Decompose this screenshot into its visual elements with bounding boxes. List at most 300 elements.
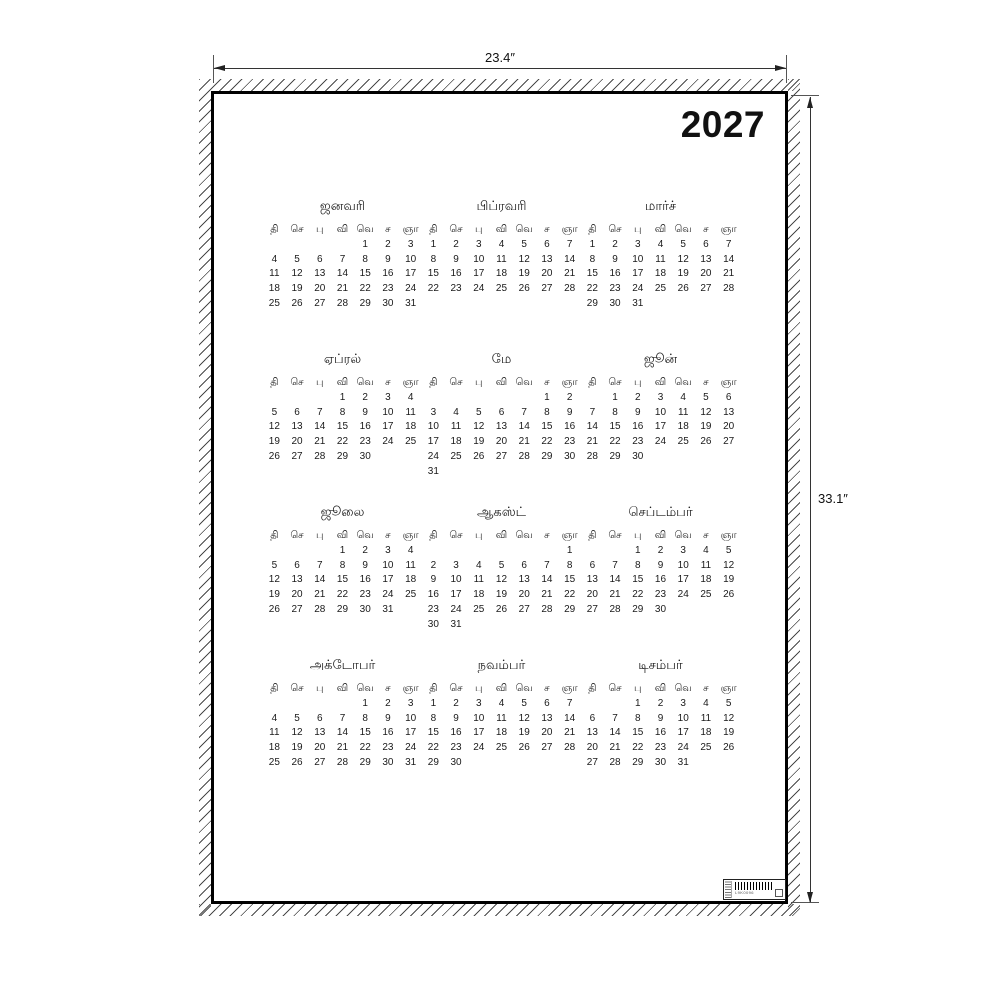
date-cell [286,238,309,253]
weekday-header: வெ [356,224,374,235]
date-cell: 10 [427,421,439,433]
date-cell: 4 [703,544,709,556]
date-cell: 24 [473,742,485,754]
date-cell: 27 [291,450,303,462]
date-cell: 6 [317,253,323,265]
weekday-header: ச [544,224,550,235]
date-cell: 10 [473,712,485,724]
date-cell: 21 [564,727,576,739]
date-cell: 20 [291,589,303,601]
date-cell [649,450,672,465]
month-title: ஜூலை [320,504,365,519]
date-cell [513,756,536,771]
date-cell [286,391,309,406]
date-cell: 29 [564,603,576,615]
date-cell: 8 [544,406,550,418]
date-cell: 7 [339,253,346,265]
date-cell: 20 [723,421,735,433]
date-cell: 20 [314,742,326,754]
date-cell: 26 [677,283,689,295]
date-cell: 14 [609,574,621,586]
date-cell: 24 [677,742,689,754]
date-cell [717,756,740,771]
date-cell: 6 [544,697,550,709]
date-cell: 1 [339,391,346,403]
date-cell: 23 [382,283,394,295]
date-cell: 7 [589,406,596,418]
date-cell: 9 [453,712,459,724]
weekday-header: பு [475,224,483,235]
date-cell: 27 [518,603,530,615]
date-cell: 31 [677,756,689,768]
date-cell: 19 [518,268,530,280]
date-cell: 1 [589,238,596,250]
date-cell: 30 [609,297,621,309]
date-cell: 16 [382,727,394,739]
weekday-header: ச [385,683,391,694]
date-cell: 13 [723,406,735,418]
date-cell: 31 [632,297,644,309]
weekday-header: செ [290,224,304,235]
date-cell [695,297,718,312]
date-cell: 11 [473,574,484,586]
date-cell: 22 [427,283,439,295]
weekday-header: பு [475,683,483,694]
date-cell: 11 [450,421,462,433]
date-cell: 21 [336,283,349,295]
date-cell: 26 [268,603,280,615]
date-cell: 1 [362,238,368,250]
date-cell: 22 [632,589,644,601]
date-cell: 23 [359,589,371,601]
month-block-9 [581,502,740,655]
date-cell: 20 [495,436,508,448]
date-cell: 24 [382,436,394,448]
date-cell: 16 [564,421,576,433]
date-cell [308,391,331,406]
date-cell: 7 [317,406,323,418]
date-cell: 25 [654,283,667,295]
date-cell: 4 [657,238,664,250]
date-cell [513,618,536,633]
height-dimension-label: 33.1″ [818,491,848,506]
date-cell [308,238,331,253]
date-cell: 31 [405,297,417,309]
date-cell: 31 [405,756,417,768]
date-cell: 15 [359,268,371,280]
date-cell [581,697,604,712]
date-cell: 12 [495,574,508,586]
date-cell: 30 [382,756,394,768]
weekday-header: தி [429,377,438,388]
date-cell: 1 [362,697,368,709]
date-cell: 20 [586,589,598,601]
date-cell: 13 [700,253,712,265]
date-cell: 18 [654,268,667,280]
date-cell: 3 [407,238,414,250]
weekday-header: வெ [674,530,692,541]
weekday-header: செ [608,377,622,388]
date-cell: 5 [271,559,278,571]
date-cell: 4 [703,697,709,709]
date-cell: 25 [473,603,485,615]
date-cell [717,450,740,465]
date-cell: 11 [405,559,416,571]
date-cell: 7 [521,406,527,418]
date-cell: 7 [725,238,732,250]
weekday-header: ச [544,683,550,694]
date-cell: 10 [632,253,644,265]
date-cell: 6 [544,238,550,250]
date-cell: 5 [294,253,300,265]
date-cell: 5 [725,544,732,556]
date-cell: 30 [359,603,371,615]
barcode-symbol-square [775,889,783,897]
date-cell: 18 [405,421,417,433]
date-cell: 3 [635,238,641,250]
date-cell: 22 [336,436,349,448]
date-cell: 6 [725,391,732,403]
date-cell: 26 [495,603,508,615]
weekday-header: ஞா [720,683,737,694]
year-title: 2027 [680,104,765,145]
date-cell: 4 [271,712,278,724]
date-cell [467,618,490,633]
date-cell [695,603,718,618]
date-cell: 1 [612,391,618,403]
weekday-header: ச [703,224,709,235]
date-cell: 5 [271,406,278,418]
date-cell: 8 [589,253,596,265]
date-cell: 14 [336,727,349,739]
month-table [263,376,422,465]
weekday-header: வி [336,377,349,388]
date-cell: 25 [405,589,417,601]
date-cell: 14 [723,253,735,265]
date-cell: 27 [541,283,553,295]
weekday-header: ஞா [720,377,737,388]
date-cell: 12 [677,253,689,265]
date-cell: 11 [678,406,689,418]
date-cell: 4 [407,544,414,556]
date-cell: 28 [314,603,326,615]
date-cell: 6 [498,406,505,418]
date-cell: 16 [632,421,644,433]
weekday-header: பு [634,224,642,235]
date-cell [558,756,581,771]
date-cell: 28 [336,756,349,768]
date-cell: 29 [427,756,439,768]
date-cell: 17 [473,268,485,280]
date-cell [536,618,559,633]
date-cell: 23 [359,436,371,448]
date-cell: 2 [362,544,368,556]
date-cell [672,603,695,618]
weekday-header: வி [654,683,667,694]
date-cell: 16 [359,421,371,433]
date-cell: 18 [473,589,485,601]
date-cell: 3 [385,544,391,556]
date-cell: 28 [564,283,576,295]
date-cell [308,697,331,712]
date-cell: 30 [382,297,394,309]
month-title: டிசம்பர் [638,657,683,672]
date-cell: 12 [268,574,280,586]
date-cell [263,544,286,559]
date-cell: 8 [339,406,346,418]
date-cell: 4 [271,253,278,265]
date-cell: 29 [586,297,598,309]
date-cell: 9 [566,406,573,418]
date-cell: 17 [382,421,394,433]
date-cell [377,450,400,465]
date-cell: 7 [317,559,323,571]
date-cell: 14 [336,268,349,280]
date-cell: 18 [450,436,462,448]
date-cell: 31 [450,618,462,630]
date-cell [513,465,536,480]
weekday-header: வி [495,377,508,388]
date-cell [695,450,718,465]
date-cell: 20 [291,436,303,448]
date-cell: 6 [521,559,527,571]
weekday-header: வி [495,224,508,235]
date-cell: 13 [518,574,530,586]
date-cell: 19 [495,589,508,601]
date-cell: 23 [450,742,462,754]
date-cell: 24 [632,283,644,295]
date-cell: 5 [703,391,709,403]
date-cell: 2 [657,544,664,556]
date-cell: 5 [521,238,527,250]
date-cell: 9 [430,574,437,586]
date-cell: 10 [677,559,689,571]
weekday-header: தி [588,377,597,388]
date-cell: 19 [268,436,280,448]
month-block-3 [581,196,740,349]
date-cell: 3 [407,697,414,709]
weekday-header: தி [588,224,597,235]
date-cell: 3 [476,697,482,709]
date-cell: 21 [723,268,735,280]
weekday-header: ஞா [720,530,737,541]
date-cell: 27 [723,436,735,448]
date-cell: 21 [336,742,349,754]
height-dimension-line [810,97,811,903]
date-cell: 18 [405,574,417,586]
date-cell: 16 [427,589,439,601]
month-block-8 [422,502,581,655]
date-cell: 21 [586,436,598,448]
date-cell: 2 [635,391,641,403]
weekday-header: பு [316,530,324,541]
hatch-border-left [199,79,211,916]
date-cell: 9 [385,712,391,724]
date-cell [513,544,536,559]
date-cell: 21 [518,436,530,448]
date-cell: 15 [564,574,576,586]
date-cell: 2 [657,697,664,709]
date-cell: 5 [725,697,732,709]
weekday-header: ஞா [561,683,578,694]
date-cell: 8 [362,253,368,265]
date-cell: 2 [453,697,459,709]
date-cell [445,544,468,559]
barcode-area [733,880,774,899]
weekday-header: வெ [674,683,692,694]
month-table [263,223,422,312]
weekday-header: ச [385,224,391,235]
date-cell: 26 [518,742,530,754]
date-cell: 23 [450,283,462,295]
date-cell: 1 [566,544,573,556]
weekday-header: செ [449,530,463,541]
date-cell: 22 [359,283,371,295]
date-cell: 18 [268,283,280,295]
date-cell [558,465,581,480]
date-cell: 27 [586,603,598,615]
date-cell: 30 [564,450,576,462]
arrow-down-icon [807,892,813,903]
date-cell [604,697,627,712]
date-cell: 24 [473,283,485,295]
date-cell: 29 [632,603,644,615]
weekday-header: வெ [674,377,692,388]
date-cell [331,697,354,712]
weekday-header: வி [654,377,667,388]
date-cell: 12 [268,421,280,433]
date-cell: 11 [496,712,507,724]
date-cell: 15 [609,421,621,433]
date-cell [399,603,422,618]
date-cell: 23 [654,742,667,754]
date-cell: 2 [566,391,573,403]
date-cell: 15 [336,574,349,586]
month-title: ஜனவரி [319,198,366,213]
date-cell [558,618,581,633]
date-cell: 19 [723,727,735,739]
date-cell: 13 [495,421,508,433]
weekday-header: வி [336,683,349,694]
weekday-header: ஞா [561,377,578,388]
date-cell: 30 [450,756,462,768]
months-grid [263,196,740,808]
month-table [581,223,740,312]
date-cell [263,238,286,253]
date-cell: 19 [723,574,735,586]
weekday-header: தி [270,377,279,388]
weekday-header: தி [270,530,279,541]
date-cell: 17 [654,421,667,433]
date-cell: 25 [495,742,508,754]
date-cell: 22 [632,742,644,754]
date-cell: 12 [518,712,530,724]
date-cell: 12 [518,253,530,265]
date-cell: 25 [268,297,280,309]
weekday-header: செ [290,377,304,388]
weekday-header: வி [654,530,667,541]
date-cell: 27 [291,603,303,615]
date-cell: 8 [566,559,573,571]
date-cell [695,756,718,771]
date-cell [672,450,695,465]
date-cell: 26 [723,742,735,754]
date-cell: 20 [541,727,553,739]
date-cell: 17 [382,574,394,586]
date-cell: 2 [430,559,437,571]
date-cell: 13 [541,712,553,724]
date-cell: 28 [314,450,326,462]
calendar-page [211,91,788,904]
weekday-header: வி [654,224,667,235]
date-cell: 26 [291,756,303,768]
weekday-header: ச [385,377,391,388]
date-cell: 11 [405,406,416,418]
date-cell: 20 [586,742,598,754]
date-cell [717,603,740,618]
date-cell: 1 [430,238,437,250]
weekday-header: வெ [515,530,533,541]
date-cell: 6 [317,712,323,724]
date-cell [536,465,559,480]
month-title: மே [491,351,512,366]
date-cell: 13 [586,574,598,586]
date-cell: 22 [336,589,349,601]
weekday-header: ச [703,683,709,694]
weekday-header: ஞா [720,224,737,235]
date-cell: 6 [294,559,300,571]
weekday-header: பு [475,377,483,388]
date-cell: 19 [518,727,530,739]
weekday-header: வெ [515,377,533,388]
weekday-header: ஞா [402,377,419,388]
month-title: பிப்ரவரி [476,198,527,213]
date-cell: 7 [566,238,573,250]
date-cell: 18 [495,727,508,739]
date-cell: 21 [564,268,576,280]
date-cell [263,697,286,712]
date-cell: 12 [291,727,303,739]
weekday-header: தி [270,683,279,694]
date-cell: 27 [495,450,508,462]
month-table [422,529,581,633]
date-cell: 25 [700,742,712,754]
date-cell [308,544,331,559]
date-cell: 17 [473,727,485,739]
date-cell: 21 [314,436,326,448]
month-block-4 [263,349,422,502]
date-cell [490,465,513,480]
date-cell: 1 [339,544,346,556]
date-cell: 14 [541,574,553,586]
weekday-header: பு [634,683,642,694]
date-cell [422,391,445,406]
date-cell [490,618,513,633]
date-cell: 28 [518,450,530,462]
date-cell: 30 [632,450,644,462]
weekday-header: செ [608,683,622,694]
date-cell: 19 [291,742,303,754]
date-cell: 23 [564,436,576,448]
date-cell: 8 [430,253,437,265]
date-cell [581,391,604,406]
date-cell: 14 [314,574,326,586]
date-cell: 19 [700,421,712,433]
month-table [422,376,581,480]
arrow-right-icon [775,65,786,71]
date-cell: 17 [677,727,689,739]
date-cell: 3 [680,544,686,556]
